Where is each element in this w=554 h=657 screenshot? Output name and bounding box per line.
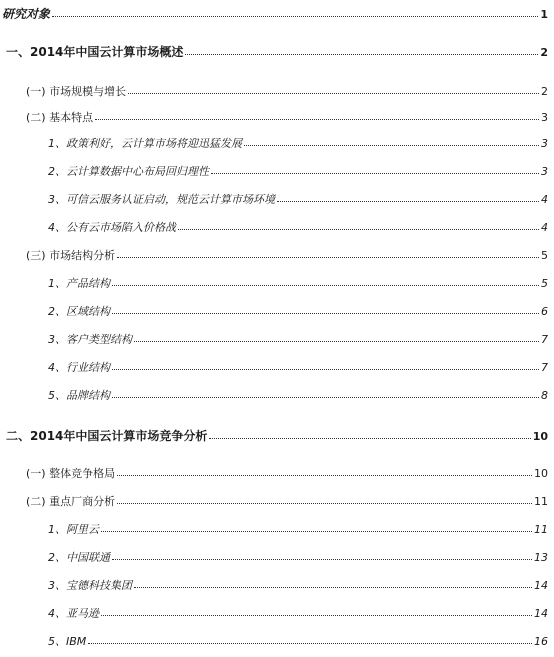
toc-entry-subsection[interactable] [0,334,548,345]
toc-entry-page: 7 [541,333,548,346]
toc-entry-label: 二、2014年中国云计算市场竞争分析 [6,429,208,443]
dot-leader [117,503,532,504]
dot-leader [178,229,539,230]
toc-entry-label: 3、客户类型结构 [48,333,132,346]
toc-entry-section[interactable] [0,250,548,261]
toc-entry-label: (二) 重点厂商分析 [26,495,116,508]
toc-entry-section[interactable] [0,496,548,507]
dot-leader [112,313,539,314]
toc-entry-label: (一) 市场规模与增长 [26,85,127,98]
toc-entry-page: 7 [541,361,548,374]
dot-leader [112,397,539,398]
dot-leader [128,93,539,94]
toc-entry-page: 10 [534,467,548,480]
toc-entry-label: 4、公有云市场陷入价格战 [48,221,176,234]
toc-entry-label: 2、云计算数据中心布局回归理性 [48,165,209,178]
toc-entry-label: 1、阿里云 [48,523,99,536]
dot-leader [95,119,539,120]
toc-entry-page: 8 [541,389,548,402]
toc-entry-label: 研究对象 [2,7,51,21]
dot-leader [277,201,539,202]
toc-entry-subsection[interactable] [0,636,548,647]
toc-entry-subsection[interactable] [0,362,548,373]
dot-leader [185,54,538,55]
dot-leader [101,531,532,532]
toc-entry-chapter-2[interactable] [0,430,548,442]
toc-entry-label: 3、宝德科技集团 [48,579,132,592]
toc-entry-page: 14 [534,579,548,592]
toc-entry-label: 1、产品结构 [48,277,110,290]
toc-entry-page: 4 [541,221,548,234]
toc-entry-label: 4、行业结构 [48,361,110,374]
toc-entry-page: 4 [541,193,548,206]
toc-entry-section[interactable] [0,468,548,479]
toc-entry-label: (二) 基本特点 [26,111,94,124]
dot-leader [244,145,539,146]
toc-entry-research-object[interactable] [0,8,548,20]
dot-leader [112,369,539,370]
toc-entry-label: 2、区域结构 [48,305,110,318]
toc-entry-subsection[interactable] [0,580,548,591]
toc-entry-page: 11 [534,523,548,536]
toc-entry-page: 6 [541,305,548,318]
toc-entry-subsection[interactable] [0,222,548,233]
toc-entry-page: 2 [540,46,548,59]
toc-entry-page: 3 [541,137,548,150]
toc-entry-subsection[interactable] [0,390,548,401]
toc-entry-subsection[interactable] [0,194,548,205]
toc-entry-label: 2、中国联通 [48,551,110,564]
toc-entry-section[interactable] [0,112,548,123]
dot-leader [134,587,532,588]
toc-entry-section[interactable] [0,86,548,97]
dot-leader [101,615,532,616]
toc-entry-subsection[interactable] [0,278,548,289]
dot-leader [117,475,532,476]
dot-leader [134,341,539,342]
dot-leader [112,559,532,560]
toc-entry-subsection[interactable] [0,608,548,619]
toc-entry-page: 10 [532,430,548,443]
toc-entry-label: 5、品牌结构 [48,389,110,402]
toc-entry-chapter-1[interactable] [0,46,548,58]
toc-entry-label: 5、IBM [48,635,87,648]
dot-leader [211,173,539,174]
toc-entry-subsection[interactable] [0,166,548,177]
dot-leader [52,16,538,17]
toc-entry-subsection[interactable] [0,552,548,563]
toc-entry-label: 一、2014年中国云计算市场概述 [6,45,184,59]
toc-entry-label: 3、可信云服务认证启动，规范云计算市场环境 [48,193,275,206]
toc-entry-page: 2 [541,85,548,98]
toc-entry-page: 3 [541,111,548,124]
dot-leader [117,257,539,258]
dot-leader [112,285,539,286]
toc-entry-subsection[interactable] [0,524,548,535]
toc-entry-subsection[interactable] [0,138,548,149]
toc-entry-label: 4、亚马逊 [48,607,99,620]
toc-entry-label: 1、政策利好，云计算市场将迎迅猛发展 [48,137,242,150]
toc-entry-label: (一) 整体竞争格局 [26,467,116,480]
toc-entry-page: 11 [534,495,548,508]
dot-leader [209,438,530,439]
dot-leader [88,643,532,644]
toc-entry-page: 3 [541,165,548,178]
toc-entry-page: 13 [534,551,548,564]
toc-entry-page: 5 [541,249,548,262]
toc-entry-label: (三) 市场结构分析 [26,249,116,262]
toc-entry-page: 5 [541,277,548,290]
toc-entry-page: 16 [534,635,548,648]
toc-entry-page: 1 [540,8,548,21]
toc-entry-page: 14 [534,607,548,620]
toc-entry-subsection[interactable] [0,306,548,317]
